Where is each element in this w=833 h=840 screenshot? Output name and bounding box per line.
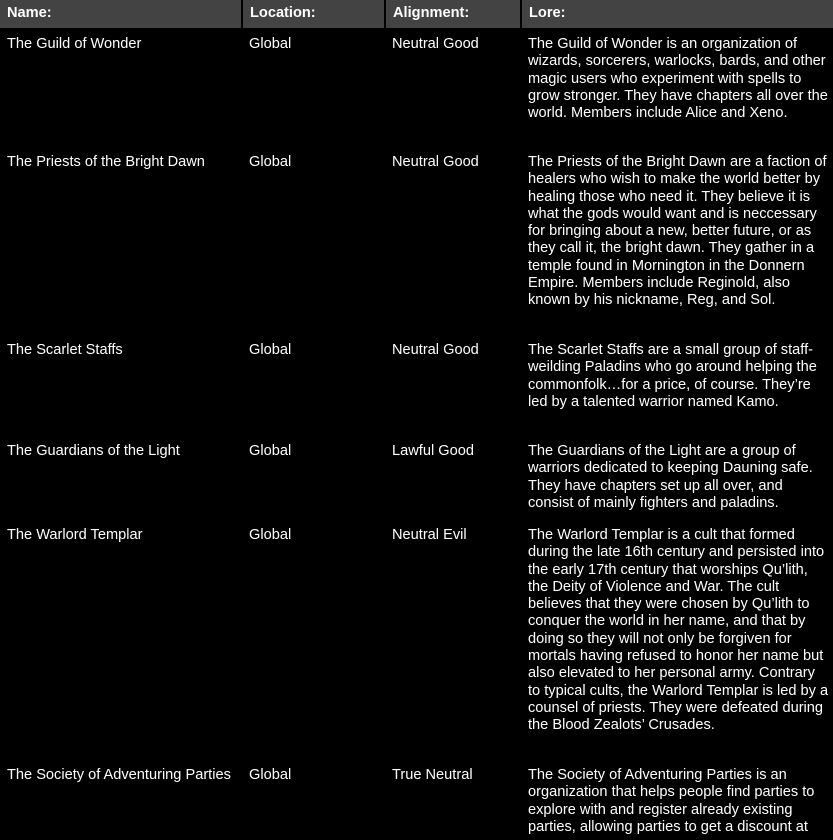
faction-alignment: True Neutral xyxy=(392,767,473,783)
table-row xyxy=(0,759,833,840)
table-row xyxy=(0,334,833,435)
header-lore: Lore: xyxy=(521,0,833,28)
faction-name: The Guardians of the Light xyxy=(7,443,180,459)
faction-name: The Society of Adventuring Parties xyxy=(7,767,231,783)
faction-lore: The Warlord Templar is a cult that formed during the late 16th century and persisted into the early 17th century that worships Qu’lith, the Deity of Violence and War. The cult believes that they were chosen by Qu’lith to conquer the world in her name, and that by doing so they will not only be forgiven for mortals having refused to honor her name but also elevated to her personal army. Contrary to typical cults, the Warlord Templar is led by a counsel of priests. They were defeated during the Blood Zealots’ Crusades. xyxy=(528,527,829,734)
header-alignment: Alignment: xyxy=(385,0,521,28)
header-name: Name: xyxy=(0,0,242,28)
faction-lore: The Scarlet Staffs are a small group of staff-weilding Paladins who go around helping the commonfolk…for a price, of course. They’re led by a talented warrior named Kamo. xyxy=(528,342,817,410)
faction-alignment: Lawful Good xyxy=(392,443,474,459)
faction-alignment: Neutral Good xyxy=(392,342,479,358)
table-row xyxy=(0,28,833,146)
faction-alignment: Neutral Evil xyxy=(392,527,467,543)
faction-lore: The Priests of the Bright Dawn are a faction of healers who wish to make the world better by healing those who need it. They believe it is what the gods would want and is neccessary for bringing about a new, better future, or as they call it, the bright dawn. They gather in a temple found in Mornington in the Donnern Empire. Members include Reginold, also known by his nickname, Reg, and Sol. xyxy=(528,154,827,309)
table-row xyxy=(0,519,833,759)
faction-name: The Priests of the Bright Dawn xyxy=(7,154,205,170)
faction-alignment: Neutral Good xyxy=(392,36,479,52)
table-row xyxy=(0,146,833,334)
header-location: Location: xyxy=(242,0,385,28)
header-row xyxy=(0,0,833,28)
faction-name: The Warlord Templar xyxy=(7,527,143,543)
table-header xyxy=(0,0,833,28)
faction-lore: The Society of Adventuring Parties is an organization that helps people find parties to explore with and register already existing parties, allowing parties to get a discount at xyxy=(528,767,815,835)
faction-location: Global xyxy=(249,527,292,543)
faction-location: Global xyxy=(249,36,292,52)
faction-location: Global xyxy=(249,154,292,170)
table-body xyxy=(0,28,833,840)
faction-location: Global xyxy=(249,443,292,459)
faction-location: Global xyxy=(249,767,292,783)
faction-lore: The Guardians of the Light are a group of warriors dedicated to keeping Dauning safe. They have chapters set up all over, and consist of mainly fighters and paladins. xyxy=(528,443,813,511)
faction-lore: The Guild of Wonder is an organization of wizards, sorcerers, warlocks, bards, and other magic users who experiment with spells to grow stronger. They have chapters all over the world. Members include Alice and Xeno. xyxy=(528,36,828,122)
faction-name: The Guild of Wonder xyxy=(7,36,142,52)
faction-name: The Scarlet Staffs xyxy=(7,342,123,358)
table-row xyxy=(0,435,833,519)
faction-location: Global xyxy=(249,342,292,358)
faction-alignment: Neutral Good xyxy=(392,154,479,170)
